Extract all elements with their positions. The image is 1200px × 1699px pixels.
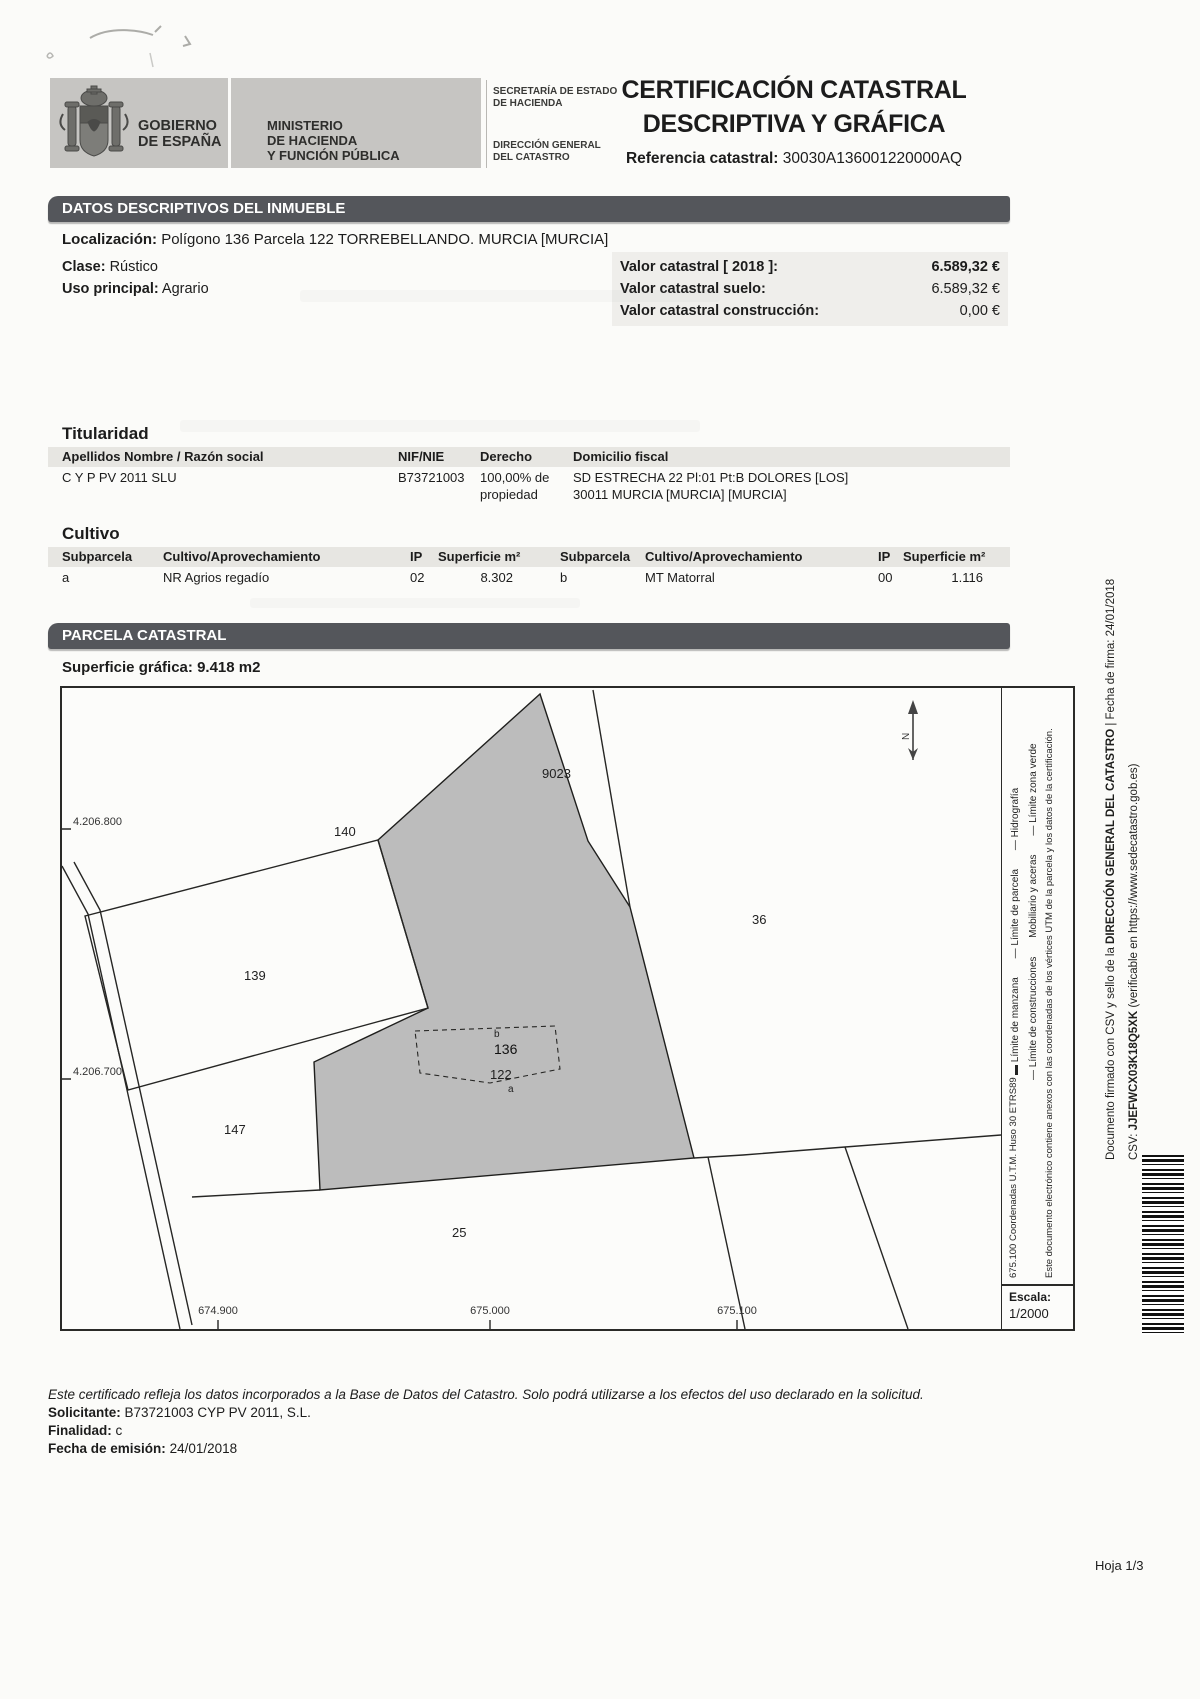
clase-label: Clase:: [62, 259, 106, 275]
titularidad-title: Titularidad: [62, 424, 149, 443]
cultivo-col-ip-1: IP: [410, 549, 423, 564]
cultivo-col-subparcela-1: Subparcela: [62, 549, 133, 564]
titular-domicilio-1: SD ESTRECHA 22 Pl:01 Pt:B DOLORES [LOS]: [573, 470, 849, 485]
footer-finalidad: [48, 1422, 1010, 1440]
cadastral-map-drawing: [62, 688, 1001, 1329]
ref-label: Referencia catastral:: [625, 150, 779, 167]
fecha-emision-label: Fecha de emisión:: [48, 1441, 166, 1456]
titular-nombre: C Y P PV 2011 SLU: [62, 470, 177, 485]
cultivo-col-cultivo-1: Cultivo/Aprovechamiento: [163, 549, 321, 564]
north-letter: N: [901, 732, 912, 740]
scan-artifact: [250, 598, 580, 608]
coord-675100: 675.100: [717, 1305, 757, 1317]
cultivo-col-superficie-1: Superficie m²: [438, 549, 521, 564]
cultivo-data-row: [48, 570, 1010, 590]
coord-4206800: 4.206.800: [73, 816, 122, 828]
signature-line-1: [1105, 579, 1117, 1160]
map-label-122: 122: [490, 1067, 512, 1082]
valor-construccion-value: 0,00 €: [959, 303, 1000, 319]
spain-coat-of-arms-icon: [58, 84, 130, 162]
north-arrow-icon: [901, 700, 918, 760]
firma-pre: Documento firmado con CSV y sello de la: [1105, 943, 1117, 1160]
coord-674900: 674.900: [198, 1305, 238, 1317]
valor-catastral-value: 6.589,32 €: [931, 259, 1000, 275]
boundary-25-left: [192, 1190, 320, 1197]
ministerio-label: [267, 118, 400, 163]
escala-box: [1001, 1284, 1075, 1331]
titular-derecho-1: 100,00% de: [480, 470, 550, 485]
valor-catastral-row: [620, 256, 1000, 278]
secretaria-line2: DE HACIENDA: [493, 98, 563, 109]
page-number: Hoja 1/3: [1095, 1558, 1144, 1573]
logo-block-ministerio: [231, 78, 481, 168]
uso-value: Agrario: [161, 281, 209, 297]
titularidad-header-row: [48, 447, 1010, 467]
titular-derecho-2: propiedad: [480, 487, 538, 502]
footer-block: [48, 1386, 1010, 1458]
cultivo-col-superficie-2: Superficie m²: [903, 549, 986, 564]
valor-suelo-value: 6.589,32 €: [931, 281, 1000, 297]
solicitante-value: B73721003 CYP PV 2011, S.L.: [124, 1405, 311, 1420]
handwritten-marks: [35, 8, 215, 78]
clase-row: [62, 259, 158, 275]
superficie-label: Superficie gráfica:: [62, 659, 193, 676]
header-divider: [486, 80, 487, 168]
direccion-line2: DEL CATASTRO: [493, 152, 570, 163]
footer-certificado: Este certificado refleja los datos incorporados a la Base de Datos del Catastro. Solo podrá utilizarse a los efectos del uso declarado en la solicitud.: [48, 1387, 924, 1402]
csv-label: CSV:: [1128, 1130, 1140, 1160]
gobierno-label: [138, 118, 222, 150]
cultivo-col-subparcela-2: Subparcela: [560, 549, 631, 564]
direccion-line1: DIRECCIÓN GENERAL: [493, 140, 601, 151]
titular-domicilio-2: 30011 MURCIA [MURCIA] [MURCIA]: [573, 487, 787, 502]
footer-solicitante: [48, 1404, 1010, 1422]
valor-construccion-label: Valor catastral construcción:: [620, 303, 820, 319]
cultivo-a-superficie: 8.302: [480, 570, 513, 585]
scan-artifact: [300, 290, 720, 302]
finalidad-value: c: [115, 1423, 123, 1438]
barcode: [1142, 1155, 1184, 1335]
coord-675000: 675.000: [470, 1305, 510, 1317]
parcel-122-shape: [314, 694, 694, 1190]
uso-label: Uso principal:: [62, 281, 159, 297]
superficie-grafica-row: [62, 659, 260, 676]
cadastral-map: [60, 686, 1003, 1331]
firma-fecha: | Fecha de firma: 24/01/2018: [1105, 578, 1117, 729]
legend-limite-construcciones: — Límite de construcciones: [1028, 956, 1039, 1080]
legend-line-1: [1010, 772, 1021, 1075]
gobierno-line1: GOBIERNO: [138, 118, 217, 134]
footer-fecha: [48, 1440, 1010, 1458]
boundary-right-2: [845, 1147, 908, 1329]
legend-hidrografia: — Hidrografía: [1010, 787, 1021, 851]
csv-verificable: (verificable en https://www.sedecatastro.gob.es): [1128, 763, 1140, 1011]
section-parcela-title: PARCELA CATASTRAL: [62, 627, 227, 644]
cultivo-a-sub: a: [62, 570, 70, 585]
map-label-36: 36: [752, 912, 767, 927]
solicitante-label: Solicitante:: [48, 1405, 121, 1420]
legend-nota-line: Este documento electrónico contiene anexos con las coordenadas de los vértices UTM de la parcela y los datos de la certificación.: [1044, 728, 1055, 1278]
document-title: [578, 76, 1010, 168]
section-parcela-catastral: [48, 623, 1010, 649]
title-line1: CERTIFICACIÓN CATASTRAL: [621, 76, 967, 104]
cultivo-b-superficie: 1.116: [951, 570, 983, 585]
col-nif: NIF/NIE: [398, 449, 445, 464]
ministerio-line1: MINISTERIO: [267, 118, 343, 133]
firma-organismo: DIRECCIÓN GENERAL DEL CATASTRO: [1105, 728, 1117, 944]
cultivo-a-ip: 02: [410, 570, 425, 585]
cultivo-b-cultivo: MT Matorral: [645, 570, 715, 585]
finalidad-label: Finalidad:: [48, 1423, 112, 1438]
logo-block-gobierno: [50, 78, 228, 168]
legend-zona-verde: — Límite zona verde: [1028, 743, 1039, 836]
uso-row: [62, 281, 209, 297]
valor-construccion-row: [620, 300, 1000, 322]
legend-coords-line: 675.100 Coordenadas U.T.M. Huso 30 ETRS89: [1008, 1077, 1019, 1278]
col-nombre: Apellidos Nombre / Razón social: [62, 449, 264, 464]
csv-value: JJEFWCX03K18Q5XK: [1128, 1010, 1140, 1131]
coord-4206700: 4.206.700: [73, 1066, 122, 1078]
localizacion-label: Localización:: [62, 231, 158, 248]
valor-catastral-label: Valor catastral [ 2018 ]:: [620, 259, 778, 275]
fecha-emision-value: 24/01/2018: [169, 1441, 238, 1456]
legend-limite-parcela: — Límite de parcela: [1010, 868, 1021, 959]
cultivo-b-sub: b: [560, 570, 568, 585]
ref-catastral: [578, 150, 1010, 168]
signature-line-2: [1128, 763, 1140, 1160]
valor-suelo-label: Valor catastral suelo:: [620, 281, 766, 297]
bottom-axis-ticks: [218, 1320, 737, 1329]
localizacion-row: [62, 231, 608, 248]
map-label-9023: 9023: [542, 766, 571, 781]
map-label-140: 140: [334, 824, 356, 839]
left-axis-ticks: [62, 829, 71, 1079]
cultivo-col-cultivo-2: Cultivo/Aprovechamiento: [645, 549, 803, 564]
legend-mobiliario: Mobiliario y aceras: [1028, 854, 1039, 938]
gobierno-line2: DE ESPAÑA: [138, 134, 222, 150]
title-line2: DESCRIPTIVA Y GRÁFICA: [642, 110, 946, 138]
titularidad-data-row: [48, 470, 1010, 506]
ministerio-line3: Y FUNCIÓN PÚBLICA: [267, 148, 400, 163]
map-label-b: b: [494, 1029, 500, 1040]
clase-value: Rústico: [109, 259, 158, 275]
map-label-a: a: [508, 1084, 514, 1095]
section-datos-title: DATOS DESCRIPTIVOS DEL INMUEBLE: [62, 200, 346, 217]
map-label-25: 25: [452, 1225, 467, 1240]
valor-catastral-panel: [612, 252, 1008, 326]
escala-label: Escala:: [1009, 1290, 1052, 1304]
cultivo-header-row: [48, 547, 1010, 567]
col-domicilio: Domicilio fiscal: [573, 449, 669, 464]
map-label-147: 147: [224, 1122, 246, 1137]
cultivo-b-ip: 00: [878, 570, 893, 585]
titular-nif: B73721003: [398, 470, 465, 485]
ministerio-line2: DE HACIENDA: [267, 133, 358, 148]
legend-line-2: [1028, 727, 1039, 1080]
cultivo-title: Cultivo: [62, 524, 120, 543]
road-line-1: [62, 866, 180, 1329]
cultivo-a-cultivo: NR Agrios regadío: [163, 570, 270, 585]
legend-limite-manzana: ▬ Límite de manzana: [1010, 977, 1021, 1075]
secretaria-line1: SECRETARÍA DE ESTADO: [493, 86, 618, 97]
superficie-value: 9.418 m2: [197, 659, 261, 676]
ref-value: 30030A136001220000AQ: [782, 150, 963, 167]
scan-artifact: [180, 420, 700, 432]
map-label-136: 136: [494, 1041, 518, 1057]
map-label-139: 139: [244, 968, 266, 983]
col-derecho: Derecho: [480, 449, 533, 464]
boundary-right-1: [708, 1157, 745, 1329]
escala-value: 1/2000: [1009, 1306, 1049, 1321]
localizacion-value: Polígono 136 Parcela 122 TORREBELLANDO. MURCIA [MURCIA]: [161, 231, 609, 248]
section-datos-descriptivos: [48, 196, 1010, 222]
cultivo-col-ip-2: IP: [878, 549, 891, 564]
